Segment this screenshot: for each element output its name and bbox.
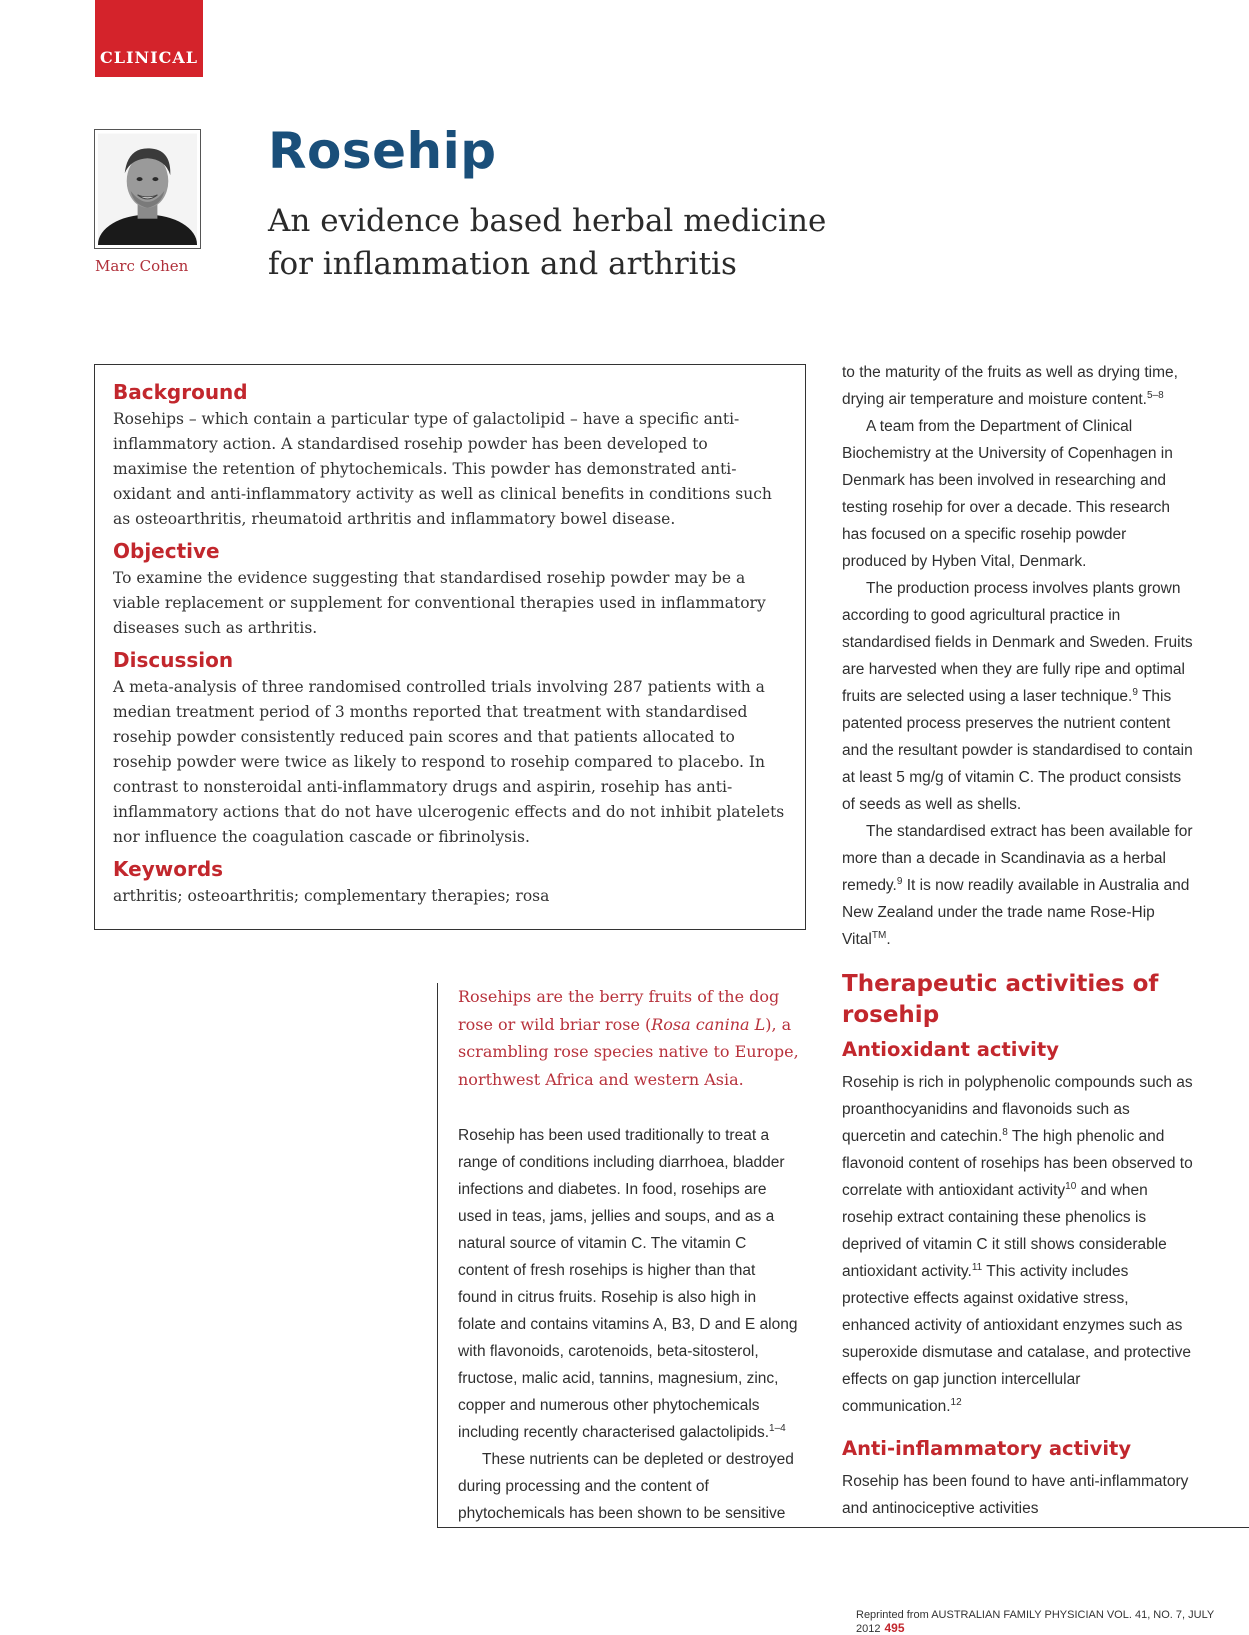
anti-inflammatory-heading: Anti-inflammatory activity — [842, 1437, 1132, 1460]
mid-paragraph-1 — [458, 1122, 798, 1446]
footer-citation: Reprinted from AUSTRALIAN FAMILY PHYSICIAN VOL. 41, NO. 7, JULY 2012 — [856, 1609, 1215, 1635]
section-tag: CLINICAL — [95, 0, 203, 77]
background-text: Rosehips – which contain a particular type of galactolipid – have a specific anti-inflammatory action. A standardised rosehip powder has been developed to maximise the retention of phytochemicals. This powder has demonstrated anti-oxidant and anti-inflammatory activity as well as clinical benefits in conditions such as osteoarthritis, rheumatoid arthritis and inflammatory bowel disease. — [113, 410, 772, 528]
right-p3-ref: 9 — [1132, 686, 1138, 698]
right-p1-ref: 5–8 — [1147, 389, 1164, 401]
right-paragraph-6: Rosehip has been found to have anti-inflammatory and antinociceptive activities — [842, 1473, 1189, 1517]
article-subtitle — [268, 200, 888, 286]
author-name: Marc Cohen — [95, 257, 189, 275]
keywords-heading: Keywords — [113, 857, 224, 881]
therapeutic-heading: Therapeutic activities of rosehip — [842, 971, 1159, 1028]
objective-heading: Objective — [113, 539, 220, 563]
pull-quote — [458, 983, 803, 1093]
author-photo — [94, 129, 201, 249]
pullquote-after: ), a scrambling rose species native to Europe, northwest Africa and western Asia. — [458, 1014, 799, 1089]
right-p5-ref2: 10 — [1065, 1180, 1077, 1192]
right-p4b-text: It is now readily available in Australia and New Zealand under the trade name Rose-Hip Vital — [842, 877, 1190, 948]
right-p4a-text: The standardised extract has been available for more than a decade in Scandinavia as a herbal remedy. — [842, 823, 1193, 894]
mid-p1-text: Rosehip has been used traditionally to treat a range of conditions including diarrhoea, bladder infections and diabetes. In food, rosehips are used in teas, jams, jellies and soups, and as a natural source of vitamin C. The vitamin C content of fresh rosehips is higher than that found in citrus fruits. Rosehip is also high in folate and contains vitamins A, B3, D and E along with flavonoids, carotenoids, beta-sitosterol, fructose, malic acid, tannins, magnesium, zinc, copper and numerous other phytochemicals including recently characterised galactolipids. — [458, 1127, 798, 1441]
background-heading: Background — [113, 380, 248, 404]
right-p5a-text: Rosehip is rich in polyphenolic compounds such as proanthocyanidins and flavonoids such as quercetin and catechin. — [842, 1074, 1193, 1145]
page-footer — [856, 1609, 1249, 1635]
right-paragraph-2: A team from the Department of Clinical Biochemistry at the University of Copenhagen in Denmark has been involved in researching and testing rosehip for over a decade. This research has focused on a specific rosehip powder produced by Hyben Vital, Denmark. — [842, 418, 1173, 570]
right-paragraph-1 — [842, 359, 1194, 413]
right-p5-ref4: 12 — [950, 1396, 962, 1408]
subtitle-line-1: An evidence based herbal medicine — [268, 203, 827, 239]
objective-text: To examine the evidence suggesting that standardised rosehip powder may be a viable replacement or supplement for conventional therapies used in inflammatory diseases such as arthritis. — [113, 569, 766, 637]
right-paragraph-3 — [842, 575, 1194, 818]
antioxidant-heading: Antioxidant activity — [842, 1038, 1059, 1061]
right-p1-text: to the maturity of the fruits as well as drying time, drying air temperature and moisture content. — [842, 364, 1178, 408]
column-divider-vertical — [437, 983, 438, 1528]
mid-paragraph-2: These nutrients can be depleted or destroyed during processing and the content of phytochemicals has been shown to be sensitive — [458, 1451, 794, 1522]
right-p5b-text: The high phenolic and flavonoid content of rosehips has been observed to correlate with antioxidant activity — [842, 1128, 1193, 1199]
keywords-text: arthritis; osteoarthritis; complementary therapies; rosa — [113, 887, 550, 905]
right-paragraph-4 — [842, 818, 1194, 953]
article-title: Rosehip — [268, 122, 497, 180]
right-p4-ref: 9 — [896, 875, 903, 887]
column-divider-horizontal — [437, 1527, 1249, 1528]
pullquote-before: Rosehips are the berry fruits of the dog rose or wild briar rose ( — [458, 987, 780, 1034]
right-p3a-text: The production process involves plants grown according to good agricultural practice in standardised fields in Denmark and Sweden. Fruits are harvested when they are fully ripe and optimal fruits are selected using a laser technique. — [842, 580, 1193, 705]
right-p5d-text: This activity includes protective effects against oxidative stress, enhanced activity of antioxidant enzymes such as superoxide dismutase and catalase, and protective effects on gap junction intercellular communication. — [842, 1263, 1191, 1415]
trademark-mark: TM — [871, 929, 887, 941]
right-p5c-text: and when rosehip extract containing these phenolics is deprived of vitamin C it still shows considerable antioxidant activity. — [842, 1182, 1167, 1280]
subtitle-line-2: for inflammation and arthritis — [268, 246, 737, 282]
pullquote-species: Rosa canina L — [651, 1014, 766, 1034]
author-portrait-image — [98, 133, 197, 245]
mid-p1-ref: 1–4 — [769, 1422, 786, 1434]
right-p3b-text: This patented process preserves the nutrient content and the resultant powder is standardised to contain at least 5 mg/g of vitamin C. The product consists of seeds as well as shells. — [842, 688, 1193, 813]
discussion-heading: Discussion — [113, 648, 234, 672]
right-column — [842, 359, 1194, 1522]
right-paragraph-5 — [842, 1069, 1194, 1420]
abstract-box — [94, 364, 806, 930]
right-p5-ref3: 11 — [971, 1261, 983, 1273]
right-p5-ref1: 8 — [1002, 1126, 1008, 1138]
right-p4-end: . — [886, 931, 891, 948]
page-number: 495 — [884, 1621, 905, 1635]
discussion-text: A meta-analysis of three randomised controlled trials involving 287 patients with a median treatment period of 3 months reported that treatment with standardised rosehip powder consistently reduced pain scores and that patients allocated to rosehip powder were twice as likely to respond to rosehip compared to placebo. In contrast to nonsteroidal anti-inflammatory drugs and aspirin, rosehip has anti-inflammatory actions that do not have ulcerogenic effects and do not inhibit platelets nor influence the coagulation cascade or fibrinolysis. — [113, 678, 785, 846]
middle-column — [458, 1122, 798, 1527]
